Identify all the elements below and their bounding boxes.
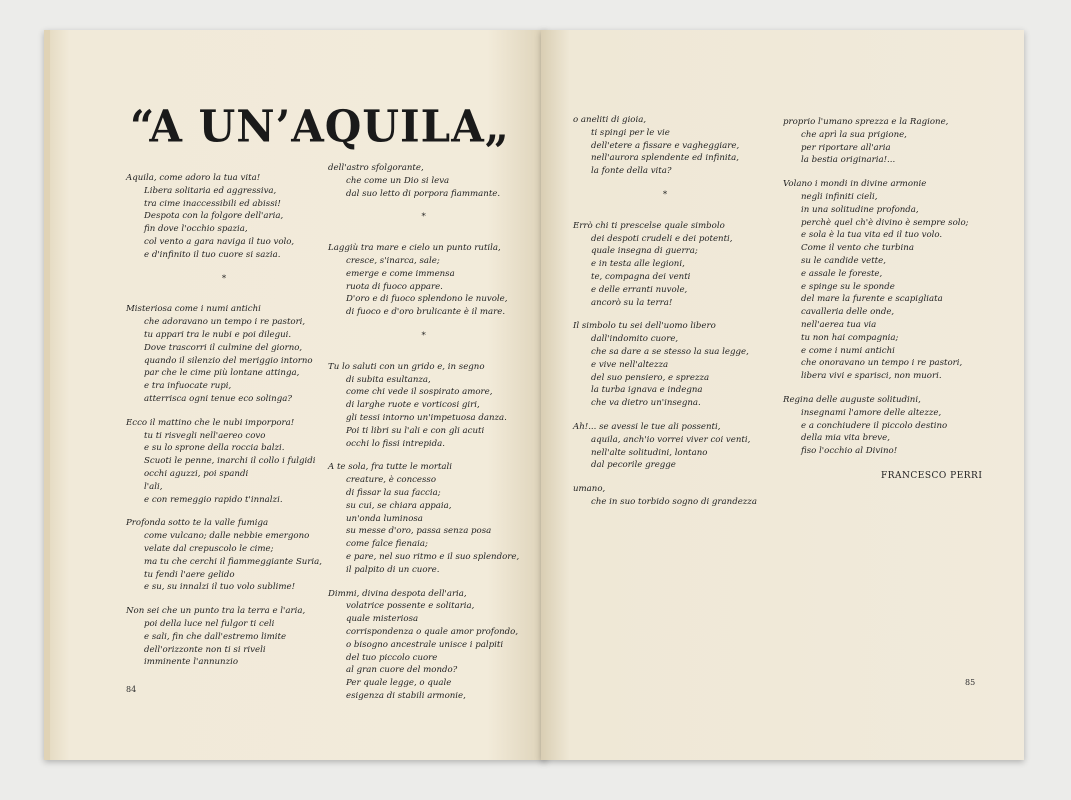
verse-line: ruota di fuoco appare. [346,281,443,292]
verse-line: e a conchiudere il piccolo destino [801,420,948,431]
verse-line: o bisogno ancestrale unisce i palpiti [346,639,504,650]
verse-line: Poi ti libri su l'ali e con gli acuti [346,425,485,436]
verse-line: Ah!... se avessi le tue ali possenti, [573,421,721,432]
poem-column-1 [126,172,322,680]
stanza [126,303,322,405]
verse-line: di fissar la sua faccia; [346,487,441,498]
verse-line: dal suo letto di porpora fiammante. [346,188,501,199]
verse-line: fin dove l'occhio spazia, [144,224,248,235]
author-name: FRANCESCO PERRI [881,471,983,481]
verse-line: Non sei che un punto tra la terra e l'aria, [126,606,306,617]
verse-line: A te sola, fra tutte le mortali [328,462,453,473]
verse-line: come chi vede il sospirato amore, [346,387,493,398]
verse-line: o aneliti di gioia, [573,115,647,125]
verse-line: dell'etere a fissare e vagheggiare, [591,140,740,151]
verse-line: come falce fienaia; [346,539,428,550]
verse-line: l'ali, [144,481,163,492]
verse-line: di fuoco e d'oro brulicante è il mare. [346,307,506,318]
verse-line: Errò chi ti prescelse quale simbolo [573,220,725,231]
poem-column-2 [328,162,519,714]
verse-line: fiso l'occhio al Divino! [801,446,898,457]
poem-column-3 [573,114,757,520]
verse-line: D'oro e di fuoco splendono le nuvole, [346,294,508,305]
verse-line: al gran cuore del mondo? [346,665,458,676]
page-number-right: 85 [965,678,976,687]
verse-line: nell'alte solitudini, lontano [591,447,708,458]
verse-line: tu appari tra le nubi e poi dilegui. [144,329,292,340]
stanza [783,178,969,383]
verse-line: proprio l'umano sprezza e la Ragione, [783,117,949,127]
stanza [573,483,757,509]
stanza [783,394,969,458]
poem-column-4 [783,116,969,469]
verse-line: insegnami l'amore delle altezze, [801,407,942,418]
verse-line: tu non hai compagnia; [801,332,899,343]
verse-line: e d'infinito il tuo cuore si sazia. [144,249,281,260]
verse-line: come vulcano; dalle nebbie emergono [144,531,310,542]
verse-line: e come i numi antichi [801,345,895,356]
page-number-left: 84 [126,685,137,694]
verse-line: Dimmi, divina despota dell'aria, [328,588,467,599]
verse-line: Laggiù tra mare e cielo un punto rutila, [328,243,501,254]
verse-line: Volano i mondi in divine armonie [783,179,927,190]
stanza [328,361,519,451]
verse-line: Misteriosa come i numi antichi [126,304,261,315]
verse-line: Dove trascorri il culmine del giorno, [144,342,303,353]
stanza [126,517,322,594]
verse-line: cavalleria delle onde, [801,307,895,318]
left-page [44,30,547,760]
verse-line: perchè quel ch'è divino è sempre solo; [801,217,969,228]
verse-line: nell'aerea tua via [801,319,877,330]
verse-line: su messe d'oro, passa senza posa [346,526,492,537]
verse-line: Come il vento che turbina [801,243,914,254]
stanza-separator: * [221,273,227,284]
verse-line: del suo pensiero, e sprezza [591,372,710,383]
stanza-separator: * [421,212,426,223]
verse-line: Il simbolo tu sei dell'uomo libero [573,321,716,332]
verse-line: che va dietro un'insegna. [591,398,701,409]
verse-line: che sa dare a se stesso la sua legge, [591,346,749,357]
verse-line: tu ti risvegli nell'aereo covo [144,430,266,441]
verse-line: un'onda luminosa [346,513,423,524]
verse-line: in una solitudine profonda, [801,204,919,215]
verse-line: umano, [573,484,606,495]
verse-line: col vento a gara naviga il tuo volo, [144,236,295,247]
verse-line: te, compagna dei venti [591,271,691,282]
verse-line: negli infiniti cieli, [801,191,878,202]
verse-line: par che le cime più lontane attinga, [144,368,300,379]
stanza [573,421,757,472]
verse-line: occhi lo fissi intrepida. [346,438,446,449]
stanza [126,417,322,507]
verse-line: e tra infuocate rupi, [144,381,232,392]
stanza [573,220,757,310]
verse-line: di larghe ruote e vorticosi giri, [346,400,480,411]
verse-line: che come un Dio si leva [346,175,450,186]
verse-line: e su lo sprone della roccia balzi. [144,443,285,454]
verse-line: Despota con la folgore dell'aria, [144,211,284,222]
stanza [573,114,757,178]
verse-line: nell'aurora splendente ed infinita, [591,153,739,164]
stanza [328,242,519,319]
stanza [126,172,322,262]
stanza [573,320,757,410]
verse-line: occhi aguzzi, poi spandi [144,468,249,479]
verse-line: la turba ignava e indegna [591,385,703,396]
verse-line: che in suo torbido sogno di grandezza [591,496,757,507]
verse-line: che onoravano un tempo i re pastori, [801,358,963,369]
verse-line: la bestia originaria!... [801,155,896,166]
verse-line: quale insegna di guerra; [591,246,698,257]
verse-line: quale misteriosa [346,614,419,625]
verse-line: tu fendi l'aere gelido [144,569,235,580]
verse-line: su cui, se chiara appaia, [346,500,452,511]
verse-line: aquila, anch'io vorrei viver coi venti, [591,434,751,445]
verse-line: ti spingi per le vie [591,127,670,138]
stanza [783,116,969,167]
verse-line: Profonda sotto te la valle fumiga [126,518,269,529]
verse-line: che adoravano un tempo i re pastori, [144,317,306,328]
stanza-separator: * [421,330,426,341]
verse-line: poi della luce nel fulgor ti celi [144,618,275,629]
verse-line: e vive nell'altezza [591,359,669,370]
verse-line: di subita esultanza, [346,374,431,385]
verse-line: dell'astro sfolgorante, [328,163,424,173]
verse-line: dei despoti crudeli e dei potenti, [591,233,733,244]
verse-line: imminente l'annunzio [144,657,239,668]
stanza [328,461,519,576]
verse-line: cresce, s'inarca, sale; [346,255,440,266]
verse-line: che aprì la sua prigione, [801,129,907,140]
right-page [541,30,1024,760]
verse-line: emerge e come immensa [346,268,455,279]
verse-line: e sola è la tua vita ed il tuo volo. [801,230,943,241]
open-book [44,30,1024,760]
poem-title: “A UN’AQUILA„ [130,100,510,153]
verse-line: corrispondenza o quale amor profondo, [346,626,519,637]
verse-line: atterrisca ogni tenue eco solinga? [144,393,292,404]
verse-line: per riportare all'aria [801,142,891,153]
verse-line: e su, su innalzi il tuo volo sublime! [144,582,296,593]
verse-line: volatrice possente e solitaria, [346,601,475,612]
verse-line: del mare la furente e scapigliata [801,294,943,305]
verse-line: gli tessi intorno un'impetuosa danza. [346,412,507,423]
stanza [328,588,519,703]
stanza [328,162,519,200]
verse-line: e con remeggio rapido t'innalzi. [144,494,283,505]
verse-line: e delle erranti nuvole, [591,284,688,295]
verse-line: il palpito di un cuore. [346,564,440,575]
verse-line: Per quale legge, o quale [346,678,452,689]
verse-line: Libera solitaria ed aggressiva, [144,185,277,196]
verse-line: Regina delle auguste solitudini, [783,394,921,405]
verse-line: la fonte della vita? [591,166,672,177]
verse-line: Scuoti le penne, inarchi il collo i fulgidi [144,456,316,467]
verse-line: del tuo piccolo cuore [346,652,438,663]
verse-line: e assale le foreste, [801,268,883,279]
verse-line: Aquila, come adoro la tua vita! [126,173,261,183]
verse-line: libera vivi e sparisci, non muori. [801,371,942,382]
verse-line: dell'orizzonte non ti si riveli [144,644,266,655]
verse-line: e in testa alle legioni, [591,259,685,270]
verse-line: creature, è concesso [346,475,437,486]
verse-line: Tu lo saluti con un grido e, in segno [328,361,485,372]
verse-line: ma tu che cerchi il fiammeggiante Suria, [144,556,323,567]
verse-line: esigenza di stabili armonie, [346,690,466,701]
verse-line: dal pecorile gregge [591,460,676,471]
verse-line: quando il silenzio del meriggio intorno [144,355,313,366]
verse-line: su le candide vette, [801,255,886,266]
stanza [126,605,322,669]
verse-line: e sali, fin che dall'estremo limite [144,631,287,642]
verse-line: e pare, nel suo ritmo e il suo splendore, [346,551,520,562]
verse-line: tra cime inaccessibili ed abissi! [144,198,281,209]
verse-line: della mia vita breve, [801,433,890,444]
verse-line: ancorò su la terra! [591,297,673,308]
verse-line: Ecco il mattino che le nubi imporpora! [126,417,295,428]
stanza-separator: * [662,189,668,200]
verse-line: velate dal crepuscolo le cime; [144,543,274,554]
verse-line: e spinge su le sponde [801,281,895,292]
verse-line: dall'indomito cuore, [591,334,679,345]
